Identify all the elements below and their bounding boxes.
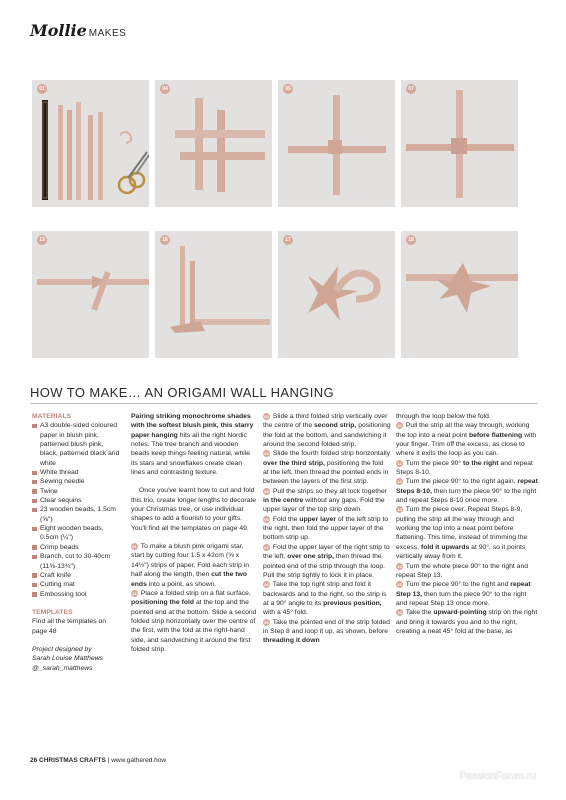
step-number-badge: 11 [397, 460, 402, 466]
step-number-badge: 03 [264, 414, 269, 419]
step-number-badge: 01 [132, 544, 137, 550]
credit-name: Sarah Louise Matthews [32, 655, 104, 663]
photo-number: 18 [406, 235, 416, 245]
step-02: 02 Place a folded strip on a flat surface, positioning the fold at the top and the pointed end at the bottom. Slide a second folded strip horizontally over the centre of the first, with the fold at the right-hand side, and sandwiching it around the first folded strip. [131, 589, 257, 653]
footer-link[interactable]: www.gathered.how [111, 757, 167, 764]
step-06: 06 Fold the upper layer of the left strip to the right, then fold the upper layer of the bottom strip up. [263, 515, 389, 542]
step-number-badge: 16 [397, 610, 402, 616]
credit-handle: @_sarah_matthews [32, 664, 93, 672]
step-08: 08 Take the top right strip and fold it backwards and to the right, so the strip is at a 90° angle to its previous position, with a 45° fold. [263, 581, 387, 617]
list-item: Twine [32, 487, 122, 496]
step-photo-01 [32, 80, 149, 207]
step-11: 11 Turn the piece 90° to the right and repeat Steps 8-10. [396, 459, 533, 477]
list-item: Embossing tool [32, 590, 122, 599]
step-number-badge: 09 [264, 619, 269, 625]
section-name: MAKES [88, 28, 127, 39]
instructions-column-1 [131, 412, 257, 654]
step-14: 14 Turn the whole piece 90° to the right and repeat Step 13. [396, 562, 529, 579]
step-photo-05 [278, 80, 395, 207]
step-photo-18 [401, 231, 518, 358]
photo-number: 17 [283, 235, 293, 245]
page-title: HOW TO MAKE… AN ORIGAMI WALL HANGING [30, 385, 335, 400]
step-01: 01 To make a blush pink origami star, start by cutting four 1.5 x 42cm (⅝ x 14½") strips of paper. Fold each strip in half along the length, then cut the two ends into a point, as shown. [131, 543, 250, 588]
templates-text: Find all the templates on page 48 [32, 618, 107, 635]
page-number: 26 [30, 757, 38, 764]
list-item: A3 double-sided coloured paper in blush pink, patterned blush pink, black, patterned black and white [32, 421, 122, 468]
materials-column [32, 412, 122, 673]
step-number-badge: 04 [264, 451, 269, 457]
step-number-badge: 15 [397, 582, 402, 588]
step-07: 07 Fold the upper layer of the right strip to the left, over one strip, then thread the pointed end of the strip through the loop. Pull the strip tightly to lock it in place. [263, 543, 390, 579]
step-photo-13 [32, 231, 149, 358]
page-footer [30, 757, 166, 764]
step-12: 12 Turn the piece 90° to the right again, repeat Steps 8-10, then turn the piece 90° to the right and repeat Steps 8-10 once more. [396, 478, 538, 505]
list-item: Branch, cut to 30-40cm (11⅝-13¾") [32, 552, 122, 571]
step-number-badge: 14 [397, 563, 402, 569]
list-item: 23 wooden beads, 1.5cm (⅝") [32, 505, 122, 524]
photo-number: 04 [160, 84, 170, 94]
list-item: Clear sequins [32, 496, 122, 505]
magazine-header [30, 21, 126, 41]
step-photo-17 [278, 231, 395, 358]
credit-line: Project designed by [32, 645, 92, 653]
photo-number: 05 [283, 84, 293, 94]
instructions-column-3 [396, 412, 538, 636]
photo-number: 16 [160, 235, 170, 245]
brand-logo: Mollie [30, 21, 87, 40]
designer-credit [32, 645, 122, 673]
step-number-badge: 02 [132, 590, 137, 596]
photo-number: 01 [37, 84, 47, 94]
step-number-badge: 10 [397, 423, 402, 429]
step-photo-04 [155, 80, 272, 207]
instructions-column-2 [263, 412, 391, 646]
intro-paragraph-2: Once you've learnt how to cut and fold this trio, create longer lengths to decorate your Christmas tree, or use individual shapes to add a flourish to your gifts. You'll find all the templates on page 49. [131, 487, 257, 532]
photo-number: 13 [37, 235, 47, 245]
title-divider [30, 403, 538, 404]
magazine-name: CHRISTMAS CRAFTS [39, 757, 106, 764]
list-item: Eight wooden beads, 0.5cm (¼") [32, 524, 122, 543]
footer-separator: | [107, 757, 110, 764]
photo-number: 07 [406, 84, 416, 94]
step-number-badge: 13 [397, 507, 402, 513]
step-number-badge: 06 [264, 516, 269, 522]
step-09-continued: through the loop below the fold. [396, 413, 491, 420]
intro-paragraph: Pairing striking monochrome shades with the softest blush pink, this starry paper hanging hits all the right Nordic notes. The tree branch and wooden beads keep things feeling natural, while its stars and snowflakes create clean lines and contrasting texture. [131, 413, 254, 477]
step-13: 13 Turn the piece over. Repeat Steps 8-9, pulling the strip all the way through and working the top into a neat point before flattening. This time, instead of trimming the excess, fold it upwards at 90°, so it points vertically away from it. [396, 506, 528, 561]
materials-list [32, 421, 122, 599]
step-number-badge: 05 [264, 488, 269, 494]
step-04: 04 Slide the fourth folded strip horizontally over the third strip, positioning the fold at the left, then thread the pointed ends in between the layers of the first strip. [263, 450, 391, 486]
step-03: 03 Slide a third folded strip vertically over the centre of the second strip, positioning the fold at the bottom, and sandwiching it around the second folded strip. [263, 413, 391, 449]
step-09: 09 Take the pointed end of the strip folded in Step 8 and loop it up, as shown, before threading it down [263, 618, 390, 645]
step-15: 15 Turn the piece 90° to the right and repeat Step 13, then turn the piece 90° to the right and repeat Step 13 once more. [396, 581, 531, 607]
list-item: Cutting mat [32, 580, 122, 589]
step-number-badge: 12 [397, 479, 402, 485]
list-item: White thread [32, 468, 122, 477]
step-05: 05 Pull the strips so they all lock together in the centre without any gaps. Fold the upper layer of the top strip down. [263, 487, 387, 514]
materials-heading: MATERIALS [32, 413, 72, 420]
list-item: Craft knife [32, 571, 122, 580]
list-item: Sewing needle [32, 477, 122, 486]
step-number-badge: 07 [264, 544, 269, 550]
step-number-badge: 08 [264, 582, 269, 588]
step-photo-07 [401, 80, 518, 207]
watermark: PassionForum.ru [459, 771, 536, 782]
step-16: 16 Take the upward-pointing strip on the right and bring it towards you and to the right, creating a neat 45° fold at the base, as [396, 609, 538, 635]
step-photo-16 [155, 231, 272, 358]
list-item: Crimp beads [32, 543, 122, 552]
step-10: 10 Pull the strip all the way through, working the top into a neat point before flattening with your finger. Trim off the excess, as close to where it exits the loop as you can. [396, 422, 537, 458]
templates-heading: TEMPLATES [32, 608, 73, 616]
